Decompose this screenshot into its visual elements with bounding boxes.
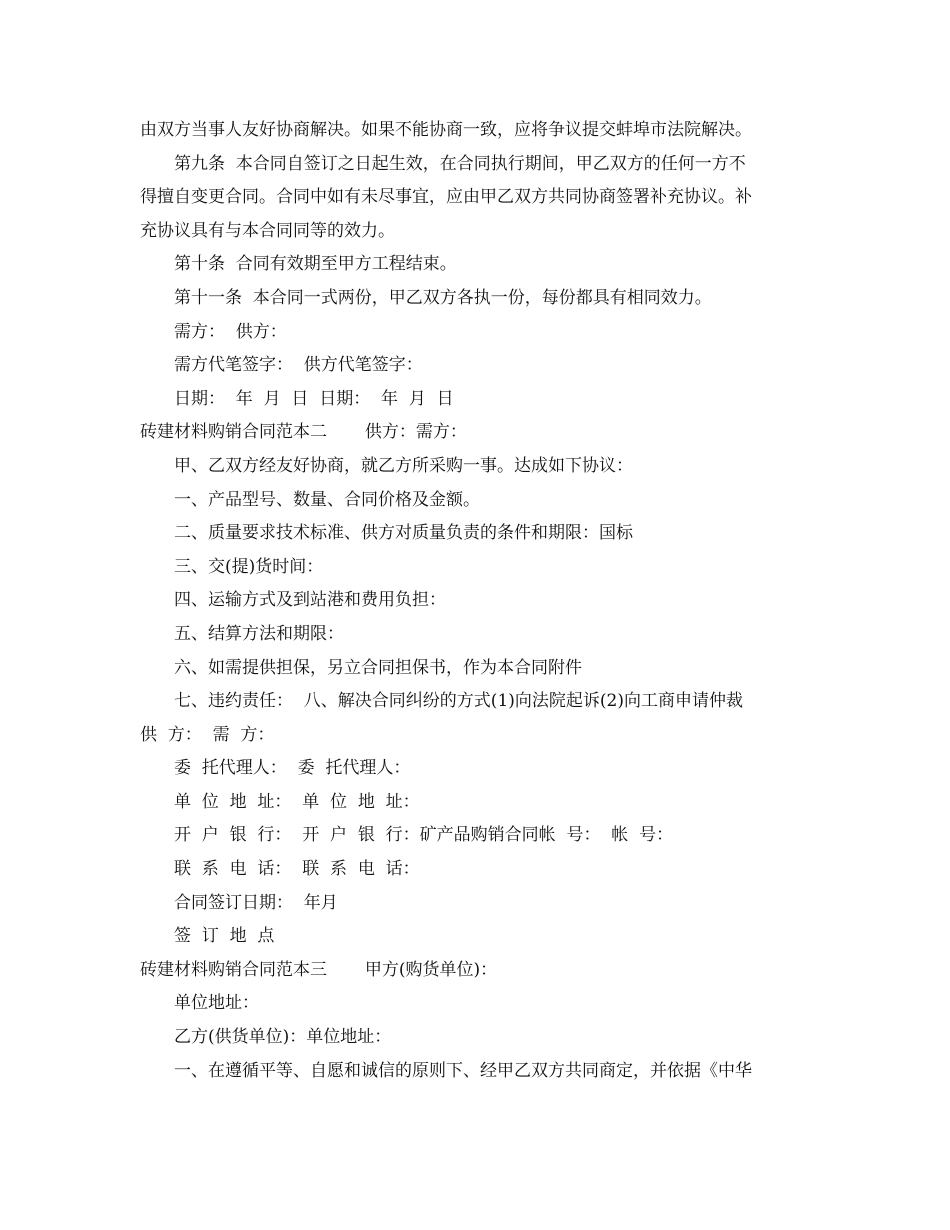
text-line: 委 托代理人： 委 托代理人： [174,758,411,779]
text-line: 甲、乙双方经友好协商，就乙方所采购一事。达成如下协议： [174,455,633,476]
section-heading-3: 砖建材料购销合同范本三 甲方(购货单位)： [140,959,498,980]
text-line: 第九条 本合同自签订之日起生效，在合同执行期间，甲乙双方的任何一方不 [174,153,746,174]
document-body [140,114,820,1088]
text-line: 得擅自变更合同。合同中如有未尽事宜，应由甲乙双方共同协商签署补充协议。补 [140,187,752,208]
text-line: 充协议具有与本合同同等的效力。 [140,220,395,241]
text-line: 日期： 年 月 日 日期： 年 月 日 [174,388,454,409]
text-line: 单 位 地 址： 单 位 地 址： [174,791,420,812]
text-line: 第十条 合同有效期至甲方工程结束。 [174,254,457,275]
text-line: 五、结算方法和期限： [174,623,344,644]
section-heading-2: 砖建材料购销合同范本二 供方：需方： [140,422,467,443]
text-line: 签 订 地 点 [174,926,275,947]
text-line: 乙方(供货单位)：单位地址： [174,1027,392,1048]
text-line: 需方代笔签字： 供方代笔签字： [174,355,423,376]
text-line: 二、质量要求技术标准、供方对质量负责的条件和期限：国标 [174,523,633,544]
text-line: 供 方： 需 方： [140,724,275,745]
text-line: 第十一条 本合同一式两份，甲乙双方各执一份，每份都具有相同效力。 [174,287,712,308]
text-line: 联 系 电 话： 联 系 电 话： [174,859,420,880]
text-line: 单位地址： [174,993,259,1014]
text-line: 六、如需提供担保，另立合同担保书，作为本合同附件 [174,657,582,678]
text-line: 由双方当事人友好协商解决。如果不能协商一致，应将争议提交蚌埠市法院解决。 [140,120,752,140]
text-line: 需方： 供方： [174,321,287,342]
text-line: 一、产品型号、数量、合同价格及金额。 [174,489,480,510]
text-line: 开 户 银 行： 开 户 银 行：矿产品购销合同帐 号： 帐 号： [174,825,674,846]
text-line: 合同签订日期： 年月 [174,892,338,913]
text-line: 四、运输方式及到站港和费用负担： [174,590,446,611]
text-line: 三、交(提)货时间： [174,556,324,577]
text-line: 七、违约责任： 八、解决合同纠纷的方式(1)向法院起诉(2)向工商申请仲裁 [174,691,743,712]
text-line: 一、在遵循平等、自愿和诚信的原则下、经甲乙双方共同商定，并依据《中华 [174,1060,752,1081]
